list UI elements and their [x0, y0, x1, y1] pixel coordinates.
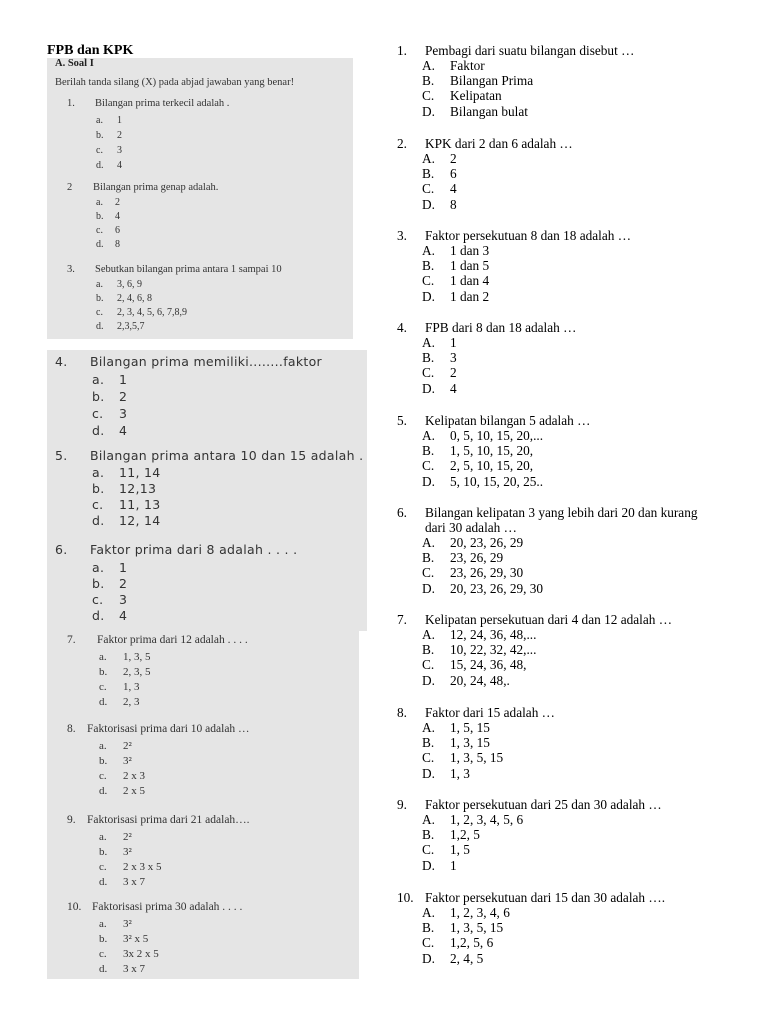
- option-letter: A.: [422, 627, 435, 642]
- option-A[interactable]: [422, 535, 523, 551]
- option-text: 2: [119, 576, 128, 591]
- option-text: 4: [115, 211, 120, 222]
- question-number: 3.: [397, 228, 407, 243]
- option-letter: b.: [92, 481, 105, 496]
- question-number: 1.: [397, 43, 407, 58]
- option-a[interactable]: [99, 740, 132, 752]
- option-B[interactable]: [422, 73, 533, 89]
- option-letter: A.: [422, 58, 435, 73]
- option-text: 3²: [123, 846, 132, 858]
- option-text: 3x 2 x 5: [123, 948, 159, 960]
- question-number: 6.: [55, 542, 68, 557]
- option-text: 10, 22, 32, 42,...: [450, 642, 537, 658]
- option-text: 12,13: [119, 481, 157, 496]
- option-text: 2, 3: [123, 696, 140, 708]
- option-letter: C.: [422, 458, 435, 474]
- option-C[interactable]: [422, 458, 533, 474]
- question-line: [397, 505, 698, 521]
- option-C[interactable]: [422, 88, 502, 104]
- option-c[interactable]: [92, 406, 127, 421]
- option-b[interactable]: [96, 211, 120, 222]
- option-text: 6: [450, 166, 457, 182]
- option-A[interactable]: [422, 151, 457, 167]
- option-text: 4: [450, 380, 457, 396]
- option-B[interactable]: [422, 920, 503, 936]
- option-text: 3: [450, 350, 457, 366]
- question-number: 10.: [67, 901, 82, 913]
- option-letter: a.: [99, 918, 107, 930]
- option-letter: B.: [422, 642, 435, 658]
- option-text: 1 dan 4: [450, 273, 490, 289]
- option-d[interactable]: [96, 160, 122, 171]
- option-text: 20, 23, 26, 29: [450, 535, 524, 550]
- option-text: 1, 2, 3, 4, 5, 6: [450, 812, 524, 827]
- option-letter: D.: [422, 950, 435, 966]
- option-letter: D.: [422, 196, 435, 212]
- option-text: 8: [450, 196, 457, 212]
- option-text: 1, 3: [123, 681, 140, 693]
- option-C[interactable]: [422, 935, 493, 951]
- question-text: Kelipatan bilangan 5 adalah …: [425, 413, 591, 428]
- question-text: Sebutkan bilangan prima antara 1 sampai 10: [95, 264, 282, 275]
- option-letter: D.: [422, 765, 435, 781]
- option-letter: C.: [422, 657, 435, 673]
- option-B[interactable]: [422, 735, 490, 751]
- option-text: 1: [117, 115, 122, 126]
- option-text: 2, 3, 4, 5, 6, 7,8,9: [117, 307, 187, 318]
- option-text: 8: [115, 239, 120, 250]
- option-letter: b.: [92, 576, 105, 591]
- question-number: 8.: [397, 705, 407, 720]
- option-letter: c.: [99, 861, 107, 873]
- option-letter: B.: [422, 73, 435, 89]
- option-text: 2 x 5: [123, 785, 145, 797]
- option-text: Bilangan Prima: [450, 73, 534, 89]
- option-letter: D.: [422, 857, 435, 873]
- option-text: 5, 10, 15, 20, 25..: [450, 473, 544, 489]
- question-text: FPB dari 8 dan 18 adalah …: [425, 320, 577, 335]
- option-d[interactable]: [99, 876, 145, 888]
- question-number: 2.: [397, 136, 407, 151]
- option-letter: a.: [99, 831, 107, 843]
- option-A[interactable]: [422, 335, 457, 351]
- question-number: 4.: [55, 354, 68, 369]
- option-letter: b.: [96, 293, 104, 304]
- option-letter: a.: [92, 372, 105, 387]
- option-letter: d.: [99, 876, 108, 888]
- option-text: 4: [117, 160, 122, 171]
- option-text: 12, 14: [119, 513, 161, 528]
- option-d[interactable]: [99, 963, 145, 975]
- question-number: 6.: [397, 505, 407, 520]
- option-text: 6: [115, 225, 120, 236]
- option-a[interactable]: [99, 651, 151, 663]
- option-letter: A.: [422, 535, 435, 550]
- option-text: 1 dan 5: [450, 258, 490, 274]
- option-C[interactable]: [422, 565, 523, 581]
- option-text: 2 x 3: [123, 770, 145, 782]
- option-letter: C.: [422, 365, 435, 381]
- question-text: Faktor persekutuan dari 15 dan 30 adalah ….: [425, 890, 666, 905]
- option-letter: c.: [96, 145, 103, 156]
- option-A[interactable]: [422, 627, 536, 643]
- question-number: 4.: [397, 320, 407, 335]
- option-letter: a.: [92, 560, 105, 575]
- option-letter: b.: [92, 389, 105, 404]
- option-text: 20, 24, 48,.: [450, 672, 510, 688]
- option-letter: b.: [99, 846, 108, 858]
- option-d[interactable]: [96, 239, 120, 250]
- question-line: [397, 43, 634, 59]
- question-text: Bilangan prima antara 10 dan 15 adalah .: [90, 448, 364, 463]
- option-c[interactable]: [96, 307, 187, 318]
- option-text: 2,3,5,7: [117, 321, 145, 332]
- option-text: 12, 24, 36, 48,...: [450, 627, 537, 642]
- option-B[interactable]: [422, 258, 489, 274]
- option-text: 2: [115, 197, 120, 208]
- option-a[interactable]: [99, 918, 132, 930]
- option-letter: d.: [96, 239, 104, 250]
- option-text: 2: [450, 365, 457, 381]
- option-c[interactable]: [96, 145, 122, 156]
- option-D[interactable]: [422, 289, 489, 305]
- option-letter: a.: [96, 279, 103, 290]
- option-letter: a.: [99, 651, 107, 663]
- option-a[interactable]: [96, 279, 142, 290]
- option-C[interactable]: [422, 273, 489, 289]
- option-letter: C.: [422, 750, 435, 766]
- option-text: 2, 4, 6, 8: [117, 293, 152, 304]
- option-letter: B.: [422, 350, 435, 366]
- option-letter: B.: [422, 550, 435, 566]
- option-letter: c.: [92, 497, 104, 512]
- option-A[interactable]: [422, 58, 485, 74]
- question-text: KPK dari 2 dan 6 adalah …: [425, 136, 573, 151]
- option-letter: c.: [96, 225, 103, 236]
- option-letter: B.: [422, 166, 435, 182]
- option-letter: C.: [422, 842, 435, 858]
- option-text: Kelipatan: [450, 88, 502, 104]
- option-C[interactable]: [422, 657, 526, 673]
- question-number: 5.: [397, 413, 407, 428]
- option-b[interactable]: [99, 666, 151, 678]
- option-text: 1, 5, 15: [450, 720, 490, 735]
- option-letter: b.: [96, 211, 104, 222]
- option-text: 2 x 3 x 5: [123, 861, 162, 873]
- option-c[interactable]: [96, 225, 120, 236]
- option-c[interactable]: [99, 948, 159, 960]
- question-text: Faktorisasi prima dari 10 adalah …: [87, 723, 250, 735]
- option-letter: A.: [422, 243, 435, 258]
- option-b[interactable]: [99, 933, 148, 945]
- option-text: 2, 5, 10, 15, 20,: [450, 458, 534, 474]
- option-D[interactable]: [422, 673, 510, 689]
- question-text: Bilangan prima terkecil adalah .: [95, 98, 230, 109]
- option-text: 11, 14: [119, 465, 161, 480]
- option-B[interactable]: [422, 550, 503, 566]
- option-letter: A.: [422, 428, 435, 443]
- option-c[interactable]: [92, 592, 127, 607]
- option-text: 2²: [123, 831, 132, 843]
- question-text: Bilangan kelipatan 3 yang lebih dari 20 dan kurang: [425, 505, 698, 520]
- option-C[interactable]: [422, 181, 457, 197]
- option-text: 3²: [123, 755, 132, 767]
- option-letter: c.: [99, 948, 107, 960]
- option-text: 1, 3: [450, 765, 470, 781]
- option-letter: B.: [422, 920, 435, 936]
- question-line: [397, 612, 672, 628]
- question-number: 9.: [67, 814, 76, 826]
- option-a[interactable]: [96, 197, 120, 208]
- option-letter: c.: [99, 770, 107, 782]
- option-text: Faktor: [450, 58, 485, 73]
- option-b[interactable]: [92, 576, 127, 591]
- option-text: 11, 13: [119, 497, 161, 512]
- option-a[interactable]: [92, 372, 127, 387]
- option-letter: b.: [99, 933, 108, 945]
- option-text: 2, 3, 5: [123, 666, 151, 678]
- option-letter: d.: [99, 696, 108, 708]
- option-letter: C.: [422, 88, 435, 104]
- option-C[interactable]: [422, 750, 503, 766]
- option-letter: C.: [422, 273, 435, 289]
- option-text: 1, 3, 5: [123, 651, 151, 663]
- option-text: 1, 3, 5, 15: [450, 920, 504, 936]
- option-b[interactable]: [99, 846, 132, 858]
- option-letter: a.: [96, 115, 103, 126]
- question-number: 7.: [397, 612, 407, 627]
- question-text: Bilangan prima memiliki........faktor: [90, 354, 322, 369]
- option-letter: d.: [96, 321, 104, 332]
- option-d[interactable]: [92, 608, 127, 623]
- option-D[interactable]: [422, 766, 470, 782]
- option-d[interactable]: [99, 696, 140, 708]
- option-letter: A.: [422, 812, 435, 827]
- option-a[interactable]: [92, 465, 161, 480]
- option-d[interactable]: [92, 513, 161, 528]
- option-d[interactable]: [96, 321, 145, 332]
- question-number: 2: [67, 182, 73, 193]
- question-line: [397, 890, 665, 906]
- option-D[interactable]: [422, 381, 457, 397]
- option-text: 1, 5: [450, 842, 470, 858]
- option-b[interactable]: [99, 755, 132, 767]
- option-D[interactable]: [422, 104, 528, 120]
- question-text: Faktorisasi prima 30 adalah . . . .: [92, 901, 243, 913]
- option-text: 2: [119, 389, 128, 404]
- option-letter: d.: [92, 608, 105, 623]
- option-letter: A.: [422, 335, 435, 350]
- option-letter: c.: [96, 307, 103, 318]
- option-text: 3 x 7: [123, 876, 145, 888]
- option-text: 3 x 7: [123, 963, 145, 975]
- option-C[interactable]: [422, 842, 470, 858]
- question-line: [397, 228, 631, 244]
- option-b[interactable]: [92, 389, 127, 404]
- question-text: Faktorisasi prima dari 21 adalah….: [87, 814, 250, 826]
- option-c[interactable]: [92, 497, 161, 512]
- option-text: Bilangan bulat: [450, 103, 528, 119]
- option-C[interactable]: [422, 365, 457, 381]
- question-number: 10.: [397, 890, 414, 905]
- option-letter: c.: [92, 592, 104, 607]
- option-letter: D.: [422, 672, 435, 688]
- option-letter: B.: [422, 258, 435, 274]
- option-text: 1: [450, 857, 457, 873]
- option-c[interactable]: [99, 770, 145, 782]
- page-title: FPB dan KPK: [47, 43, 134, 58]
- option-text: 3²: [123, 918, 132, 930]
- option-A[interactable]: [422, 428, 543, 444]
- option-A[interactable]: [422, 812, 523, 828]
- option-text: 4: [450, 181, 457, 197]
- option-text: 3² x 5: [123, 933, 149, 945]
- question-text: Faktor persekutuan dari 25 dan 30 adalah …: [425, 797, 662, 812]
- scan-panel-3: [47, 631, 359, 979]
- option-text: 1: [119, 560, 128, 575]
- option-letter: a.: [92, 465, 105, 480]
- section-heading: A. Soal I: [55, 58, 94, 69]
- question-number: 9.: [397, 797, 407, 812]
- question-number: 5.: [55, 448, 68, 463]
- question-text: Faktor persekutuan 8 dan 18 adalah …: [425, 228, 632, 243]
- question-line: [397, 320, 576, 336]
- option-D[interactable]: [422, 474, 543, 490]
- question-number: 3.: [67, 264, 75, 275]
- option-A[interactable]: [422, 243, 489, 259]
- option-text: 1, 5, 10, 15, 20,: [450, 443, 534, 459]
- option-text: 2: [450, 151, 457, 166]
- option-letter: D.: [422, 380, 435, 396]
- option-letter: B.: [422, 443, 435, 459]
- option-A[interactable]: [422, 905, 510, 921]
- option-B[interactable]: [422, 443, 533, 459]
- option-a[interactable]: [99, 831, 132, 843]
- option-D[interactable]: [422, 581, 543, 597]
- option-letter: A.: [422, 720, 435, 735]
- option-B[interactable]: [422, 642, 536, 658]
- option-letter: A.: [422, 151, 435, 166]
- option-letter: c.: [92, 406, 104, 421]
- option-B[interactable]: [422, 827, 480, 843]
- option-c[interactable]: [99, 861, 162, 873]
- option-c[interactable]: [99, 681, 140, 693]
- option-a[interactable]: [96, 115, 122, 126]
- question-number: 7.: [67, 634, 76, 646]
- option-text: 3, 6, 9: [117, 279, 142, 290]
- question-text: Pembagi dari suatu bilangan disebut …: [425, 43, 635, 58]
- option-letter: A.: [422, 905, 435, 920]
- question-text-continued: dari 30 adalah …: [425, 520, 517, 535]
- option-letter: d.: [99, 963, 108, 975]
- option-letter: D.: [422, 103, 435, 119]
- option-text: 20, 23, 26, 29, 30: [450, 580, 544, 596]
- option-letter: D.: [422, 288, 435, 304]
- question-line: [397, 797, 662, 813]
- option-b[interactable]: [96, 130, 122, 141]
- option-text: 15, 24, 36, 48,: [450, 657, 527, 673]
- option-letter: D.: [422, 580, 435, 596]
- option-text: 1,2, 5: [450, 827, 480, 843]
- option-letter: d.: [96, 160, 104, 171]
- question-line: [397, 136, 573, 152]
- option-text: 2: [117, 130, 122, 141]
- option-D[interactable]: [422, 197, 457, 213]
- option-letter: B.: [422, 735, 435, 751]
- option-letter: b.: [99, 666, 108, 678]
- option-D[interactable]: [422, 951, 483, 967]
- option-letter: d.: [99, 785, 108, 797]
- option-B[interactable]: [422, 166, 457, 182]
- question-line: [397, 705, 555, 721]
- instruction-text: Berilah tanda silang (X) pada abjad jawaban yang benar!: [55, 77, 295, 88]
- option-text: 3: [119, 592, 128, 607]
- option-text: 23, 26, 29, 30: [450, 565, 524, 581]
- option-letter: b.: [96, 130, 104, 141]
- option-text: 4: [119, 423, 128, 438]
- option-letter: d.: [92, 513, 105, 528]
- option-letter: C.: [422, 181, 435, 197]
- option-text: 1: [450, 335, 457, 350]
- question-text: Kelipatan persekutuan dari 4 dan 12 adalah …: [425, 612, 673, 627]
- option-text: 1, 2, 3, 4, 6: [450, 905, 510, 920]
- option-letter: a.: [96, 197, 103, 208]
- option-letter: d.: [92, 423, 105, 438]
- question-text: Faktor dari 15 adalah …: [425, 705, 555, 720]
- option-text: 3: [119, 406, 128, 421]
- option-letter: B.: [422, 827, 435, 843]
- option-d[interactable]: [99, 785, 145, 797]
- option-d[interactable]: [92, 423, 127, 438]
- option-text: 4: [119, 608, 128, 623]
- question-number: 1.: [67, 98, 75, 109]
- option-text: 1 dan 3: [450, 243, 490, 258]
- question-text: Bilangan prima genap adalah.: [93, 182, 219, 193]
- option-D[interactable]: [422, 858, 457, 874]
- option-text: 1,2, 5, 6: [450, 935, 494, 951]
- option-letter: b.: [99, 755, 108, 767]
- question-text: Faktor prima dari 8 adalah . . . .: [90, 542, 298, 557]
- option-text: 3: [117, 145, 122, 156]
- question-line: [397, 413, 590, 429]
- option-letter: C.: [422, 565, 435, 581]
- option-letter: C.: [422, 935, 435, 951]
- option-b[interactable]: [96, 293, 152, 304]
- option-text: 1: [119, 372, 128, 387]
- question-number: 8.: [67, 723, 76, 735]
- option-letter: a.: [99, 740, 107, 752]
- option-text: 1, 3, 15: [450, 735, 490, 751]
- option-text: 1, 3, 5, 15: [450, 750, 504, 766]
- option-text: 1 dan 2: [450, 288, 490, 304]
- option-text: 23, 26, 29: [450, 550, 504, 566]
- option-text: 2, 4, 5: [450, 950, 484, 966]
- option-letter: c.: [99, 681, 107, 693]
- option-B[interactable]: [422, 350, 457, 366]
- option-b[interactable]: [92, 481, 156, 496]
- option-letter: D.: [422, 473, 435, 489]
- option-A[interactable]: [422, 720, 490, 736]
- option-text: 0, 5, 10, 15, 20,...: [450, 428, 544, 443]
- option-a[interactable]: [92, 560, 127, 575]
- question-text: Faktor prima dari 12 adalah . . . .: [97, 634, 248, 646]
- option-text: 2²: [123, 740, 132, 752]
